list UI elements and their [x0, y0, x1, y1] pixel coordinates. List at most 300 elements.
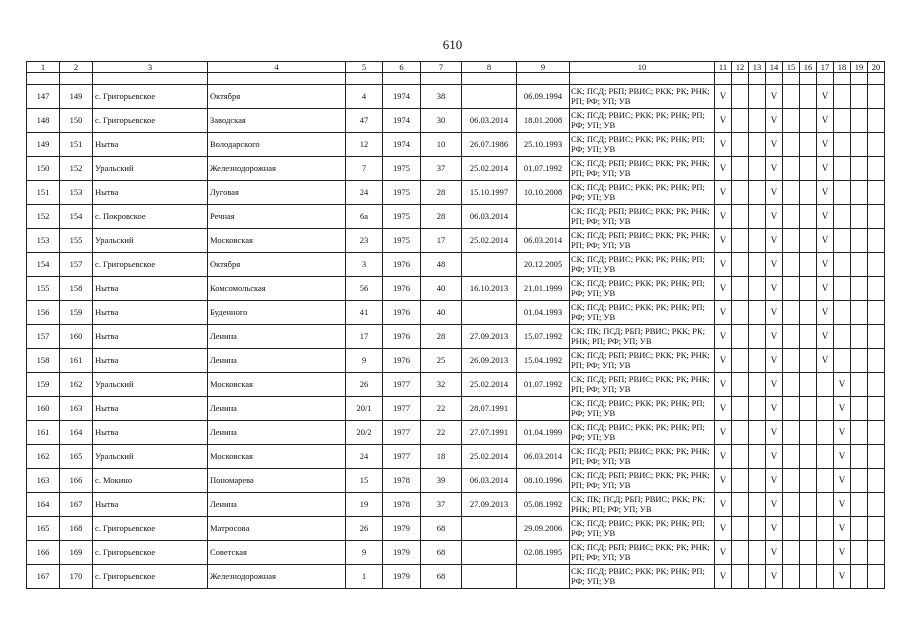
house-number-cell: 56	[346, 277, 383, 301]
house-number-cell: 6а	[346, 205, 383, 229]
column-header: 5	[346, 62, 383, 73]
works-codes-cell: СК; ПСД; РВИС; РКК; РК; РНК; РП; РФ; УП; УВ	[570, 109, 715, 133]
column-header: 7	[421, 62, 462, 73]
date-a-cell: 15.10.1997	[462, 181, 517, 205]
record-number-cell: 152	[27, 205, 60, 229]
mark-cell-20	[868, 277, 885, 301]
mark-cell-11: V	[715, 205, 732, 229]
mark-cell-14: V	[766, 373, 783, 397]
mark-cell-16	[800, 277, 817, 301]
spacer-cell	[60, 73, 93, 85]
mark-cell-14: V	[766, 229, 783, 253]
mark-cell-12	[732, 565, 749, 589]
mark-cell-15	[783, 85, 800, 109]
apartments-cell: 25	[421, 349, 462, 373]
mark-cell-17: V	[817, 181, 834, 205]
works-codes-cell: СК; ПСД; РВИС; РКК; РК; РНК; РП; РФ; УП; УВ	[570, 421, 715, 445]
mark-cell-19	[851, 325, 868, 349]
build-year-cell: 1979	[383, 517, 421, 541]
mark-cell-20	[868, 373, 885, 397]
record-number-cell: 149	[27, 133, 60, 157]
mark-cell-15	[783, 325, 800, 349]
mark-cell-19	[851, 133, 868, 157]
settlement-cell: с. Григорьевское	[93, 541, 208, 565]
mark-cell-12	[732, 277, 749, 301]
street-cell: Заводская	[208, 109, 346, 133]
house-number-cell: 9	[346, 541, 383, 565]
mark-cell-12	[732, 301, 749, 325]
apartments-cell: 48	[421, 253, 462, 277]
mark-cell-13	[749, 253, 766, 277]
mark-cell-16	[800, 517, 817, 541]
record-number-cell: 157	[27, 325, 60, 349]
build-year-cell: 1976	[383, 253, 421, 277]
mark-cell-16	[800, 157, 817, 181]
mark-cell-12	[732, 325, 749, 349]
object-number-cell: 155	[60, 229, 93, 253]
mark-cell-11: V	[715, 253, 732, 277]
works-codes-cell: СК; ПСД; РВИС; РКК; РК; РНК; РП; РФ; УП; УВ	[570, 253, 715, 277]
object-number-cell: 157	[60, 253, 93, 277]
date-b-cell: 08.10.1996	[517, 469, 570, 493]
mark-cell-13	[749, 109, 766, 133]
date-a-cell	[462, 565, 517, 589]
mark-cell-11: V	[715, 373, 732, 397]
street-cell: Октября	[208, 85, 346, 109]
column-header: 12	[732, 62, 749, 73]
date-b-cell: 18.01.2008	[517, 109, 570, 133]
mark-cell-12	[732, 253, 749, 277]
spacer-cell	[766, 73, 783, 85]
record-number-cell: 148	[27, 109, 60, 133]
apartments-cell: 30	[421, 109, 462, 133]
mark-cell-15	[783, 253, 800, 277]
build-year-cell: 1979	[383, 541, 421, 565]
mark-cell-17: V	[817, 157, 834, 181]
house-number-cell: 7	[346, 157, 383, 181]
mark-cell-11: V	[715, 517, 732, 541]
settlement-cell: с. Мокино	[93, 469, 208, 493]
build-year-cell: 1978	[383, 469, 421, 493]
street-cell: Буденного	[208, 301, 346, 325]
spacer-cell	[783, 73, 800, 85]
mark-cell-15	[783, 109, 800, 133]
date-b-cell: 02.08.1995	[517, 541, 570, 565]
works-codes-cell: СК; ПСД; РБП; РВИС; РКК; РК; РНК; РП; РФ; УП; УВ	[570, 541, 715, 565]
mark-cell-14: V	[766, 133, 783, 157]
build-year-cell: 1976	[383, 325, 421, 349]
mark-cell-13	[749, 493, 766, 517]
table-row	[27, 469, 885, 493]
house-number-cell: 26	[346, 517, 383, 541]
date-b-cell: 10.10.2008	[517, 181, 570, 205]
mark-cell-18	[834, 181, 851, 205]
mark-cell-15	[783, 301, 800, 325]
mark-cell-19	[851, 517, 868, 541]
spacer-cell	[462, 73, 517, 85]
mark-cell-16	[800, 229, 817, 253]
house-number-cell: 1	[346, 565, 383, 589]
mark-cell-17: V	[817, 349, 834, 373]
record-number-cell: 166	[27, 541, 60, 565]
house-number-cell: 15	[346, 469, 383, 493]
mark-cell-16	[800, 541, 817, 565]
works-codes-cell: СК; ПСД; РВИС; РКК; РК; РНК; РП; РФ; УП; УВ	[570, 301, 715, 325]
mark-cell-19	[851, 373, 868, 397]
mark-cell-19	[851, 109, 868, 133]
object-number-cell: 158	[60, 277, 93, 301]
mark-cell-19	[851, 469, 868, 493]
house-number-cell: 20/1	[346, 397, 383, 421]
mark-cell-16	[800, 493, 817, 517]
apartments-cell: 22	[421, 397, 462, 421]
mark-cell-16	[800, 85, 817, 109]
build-year-cell: 1976	[383, 277, 421, 301]
mark-cell-18	[834, 301, 851, 325]
object-number-cell: 164	[60, 421, 93, 445]
mark-cell-16	[800, 181, 817, 205]
spacer-cell	[208, 73, 346, 85]
mark-cell-12	[732, 421, 749, 445]
date-a-cell: 25.02.2014	[462, 445, 517, 469]
object-number-cell: 161	[60, 349, 93, 373]
record-number-cell: 158	[27, 349, 60, 373]
mark-cell-13	[749, 325, 766, 349]
mark-cell-14: V	[766, 325, 783, 349]
build-year-cell: 1974	[383, 133, 421, 157]
works-codes-cell: СК; ПСД; РВИС; РКК; РК; РНК; РП; РФ; УП; УВ	[570, 277, 715, 301]
mark-cell-16	[800, 133, 817, 157]
mark-cell-20	[868, 565, 885, 589]
mark-cell-13	[749, 85, 766, 109]
date-b-cell: 15.07.1992	[517, 325, 570, 349]
spacer-row	[27, 73, 885, 85]
header-row	[27, 62, 885, 73]
house-number-cell: 47	[346, 109, 383, 133]
apartments-cell: 28	[421, 325, 462, 349]
mark-cell-12	[732, 85, 749, 109]
date-b-cell: 05.08.1992	[517, 493, 570, 517]
date-b-cell: 15.04.1992	[517, 349, 570, 373]
date-a-cell: 25.02.2014	[462, 229, 517, 253]
house-number-cell: 26	[346, 373, 383, 397]
mark-cell-14: V	[766, 109, 783, 133]
house-number-cell: 24	[346, 181, 383, 205]
column-header: 4	[208, 62, 346, 73]
mark-cell-16	[800, 109, 817, 133]
date-b-cell: 21.01.1999	[517, 277, 570, 301]
apartments-cell: 68	[421, 541, 462, 565]
date-a-cell: 26.07.1986	[462, 133, 517, 157]
object-number-cell: 165	[60, 445, 93, 469]
mark-cell-11: V	[715, 421, 732, 445]
build-year-cell: 1977	[383, 397, 421, 421]
mark-cell-14: V	[766, 85, 783, 109]
date-b-cell: 20.12.2005	[517, 253, 570, 277]
works-codes-cell: СК; ПСД; РВИС; РКК; РК; РНК; РП; РФ; УП; УВ	[570, 133, 715, 157]
mark-cell-12	[732, 133, 749, 157]
mark-cell-20	[868, 181, 885, 205]
object-number-cell: 170	[60, 565, 93, 589]
mark-cell-14: V	[766, 205, 783, 229]
street-cell: Пономарева	[208, 469, 346, 493]
object-number-cell: 152	[60, 157, 93, 181]
mark-cell-15	[783, 445, 800, 469]
settlement-cell: с. Покровское	[93, 205, 208, 229]
mark-cell-13	[749, 349, 766, 373]
house-number-cell: 20/2	[346, 421, 383, 445]
mark-cell-13	[749, 229, 766, 253]
table-row	[27, 181, 885, 205]
settlement-cell: с. Григорьевское	[93, 565, 208, 589]
apartments-cell: 10	[421, 133, 462, 157]
object-number-cell: 169	[60, 541, 93, 565]
mark-cell-13	[749, 277, 766, 301]
date-a-cell	[462, 517, 517, 541]
date-a-cell	[462, 85, 517, 109]
mark-cell-11: V	[715, 349, 732, 373]
apartments-cell: 40	[421, 277, 462, 301]
object-number-cell: 160	[60, 325, 93, 349]
mark-cell-15	[783, 517, 800, 541]
mark-cell-16	[800, 205, 817, 229]
mark-cell-13	[749, 181, 766, 205]
date-a-cell: 16.10.2013	[462, 277, 517, 301]
mark-cell-18: V	[834, 517, 851, 541]
mark-cell-11: V	[715, 397, 732, 421]
spacer-cell	[383, 73, 421, 85]
works-codes-cell: СК; ПСД; РБП; РВИС; РКК; РК; РНК; РП; РФ; УП; УВ	[570, 205, 715, 229]
mark-cell-15	[783, 421, 800, 445]
date-a-cell: 27.09.2013	[462, 493, 517, 517]
date-b-cell: 29.09.2006	[517, 517, 570, 541]
street-cell: Железнодорожная	[208, 565, 346, 589]
works-codes-cell: СК; ПСД; РБП; РВИС; РКК; РК; РНК; РП; РФ; УП; УВ	[570, 373, 715, 397]
column-header: 15	[783, 62, 800, 73]
spacer-cell	[570, 73, 715, 85]
date-b-cell: 01.04.1999	[517, 421, 570, 445]
mark-cell-20	[868, 133, 885, 157]
mark-cell-20	[868, 109, 885, 133]
spacer-cell	[868, 73, 885, 85]
works-codes-cell: СК; ПСД; РБП; РВИС; РКК; РК; РНК; РП; РФ; УП; УВ	[570, 157, 715, 181]
mark-cell-16	[800, 325, 817, 349]
mark-cell-17: V	[817, 277, 834, 301]
mark-cell-19	[851, 301, 868, 325]
street-cell: Советская	[208, 541, 346, 565]
mark-cell-18	[834, 277, 851, 301]
house-number-cell: 4	[346, 85, 383, 109]
table-row	[27, 253, 885, 277]
object-number-cell: 149	[60, 85, 93, 109]
mark-cell-17	[817, 373, 834, 397]
mark-cell-14: V	[766, 493, 783, 517]
date-a-cell: 06.03.2014	[462, 205, 517, 229]
build-year-cell: 1979	[383, 565, 421, 589]
apartments-cell: 32	[421, 373, 462, 397]
mark-cell-14: V	[766, 349, 783, 373]
mark-cell-15	[783, 229, 800, 253]
mark-cell-16	[800, 253, 817, 277]
mark-cell-17: V	[817, 229, 834, 253]
mark-cell-20	[868, 469, 885, 493]
mark-cell-12	[732, 229, 749, 253]
record-number-cell: 154	[27, 253, 60, 277]
mark-cell-20	[868, 349, 885, 373]
apartments-cell: 28	[421, 205, 462, 229]
mark-cell-16	[800, 421, 817, 445]
column-header: 17	[817, 62, 834, 73]
mark-cell-13	[749, 205, 766, 229]
mark-cell-15	[783, 133, 800, 157]
settlement-cell: Нытва	[93, 325, 208, 349]
mark-cell-12	[732, 157, 749, 181]
mark-cell-18	[834, 325, 851, 349]
date-a-cell	[462, 301, 517, 325]
mark-cell-12	[732, 541, 749, 565]
object-number-cell: 166	[60, 469, 93, 493]
column-header: 16	[800, 62, 817, 73]
table-row	[27, 157, 885, 181]
column-header: 20	[868, 62, 885, 73]
street-cell: Октября	[208, 253, 346, 277]
settlement-cell: Нытва	[93, 277, 208, 301]
object-number-cell: 154	[60, 205, 93, 229]
mark-cell-14: V	[766, 397, 783, 421]
settlement-cell: Уральский	[93, 373, 208, 397]
record-number-cell: 155	[27, 277, 60, 301]
build-year-cell: 1974	[383, 109, 421, 133]
date-a-cell: 27.07.1991	[462, 421, 517, 445]
table-row	[27, 373, 885, 397]
record-number-cell: 161	[27, 421, 60, 445]
date-b-cell: 06.09.1994	[517, 85, 570, 109]
mark-cell-14: V	[766, 517, 783, 541]
object-number-cell: 151	[60, 133, 93, 157]
mark-cell-18	[834, 133, 851, 157]
mark-cell-18	[834, 349, 851, 373]
column-header: 19	[851, 62, 868, 73]
mark-cell-14: V	[766, 157, 783, 181]
street-cell: Московская	[208, 373, 346, 397]
mark-cell-12	[732, 397, 749, 421]
works-codes-cell: СК; ПСД; РБП; РВИС; РКК; РК; РНК; РП; РФ; УП; УВ	[570, 469, 715, 493]
mark-cell-12	[732, 373, 749, 397]
mark-cell-13	[749, 541, 766, 565]
mark-cell-19	[851, 181, 868, 205]
column-header: 10	[570, 62, 715, 73]
mark-cell-13	[749, 397, 766, 421]
mark-cell-11: V	[715, 229, 732, 253]
mark-cell-19	[851, 493, 868, 517]
settlement-cell: Нытва	[93, 181, 208, 205]
spacer-cell	[27, 73, 60, 85]
mark-cell-12	[732, 493, 749, 517]
mark-cell-18	[834, 157, 851, 181]
table-row	[27, 349, 885, 373]
settlement-cell: с. Григорьевское	[93, 517, 208, 541]
mark-cell-11: V	[715, 277, 732, 301]
mark-cell-14: V	[766, 181, 783, 205]
date-a-cell: 26.09.2013	[462, 349, 517, 373]
mark-cell-18: V	[834, 469, 851, 493]
street-cell: Комсомольская	[208, 277, 346, 301]
spacer-cell	[749, 73, 766, 85]
apartments-cell: 38	[421, 85, 462, 109]
column-header: 11	[715, 62, 732, 73]
table-row	[27, 133, 885, 157]
date-a-cell: 25.02.2014	[462, 373, 517, 397]
settlement-cell: Нытва	[93, 397, 208, 421]
street-cell: Ленина	[208, 349, 346, 373]
mark-cell-16	[800, 373, 817, 397]
register-table	[26, 61, 885, 589]
mark-cell-18: V	[834, 397, 851, 421]
mark-cell-16	[800, 397, 817, 421]
mark-cell-19	[851, 421, 868, 445]
works-codes-cell: СК; ПСД; РВИС; РКК; РК; РНК; РП; РФ; УП; УВ	[570, 397, 715, 421]
mark-cell-12	[732, 469, 749, 493]
mark-cell-11: V	[715, 469, 732, 493]
mark-cell-15	[783, 277, 800, 301]
date-a-cell: 27.09.2013	[462, 325, 517, 349]
column-header: 18	[834, 62, 851, 73]
mark-cell-16	[800, 469, 817, 493]
date-a-cell: 06.03.2014	[462, 469, 517, 493]
record-number-cell: 165	[27, 517, 60, 541]
column-header: 6	[383, 62, 421, 73]
mark-cell-11: V	[715, 85, 732, 109]
mark-cell-11: V	[715, 445, 732, 469]
date-b-cell: 01.04.1993	[517, 301, 570, 325]
build-year-cell: 1975	[383, 205, 421, 229]
record-number-cell: 163	[27, 469, 60, 493]
apartments-cell: 68	[421, 565, 462, 589]
record-number-cell: 162	[27, 445, 60, 469]
house-number-cell: 3	[346, 253, 383, 277]
works-codes-cell: СК; ПСД; РВИС; РКК; РК; РНК; РП; РФ; УП; УВ	[570, 565, 715, 589]
date-b-cell: 06.03.2014	[517, 445, 570, 469]
mark-cell-14: V	[766, 445, 783, 469]
mark-cell-13	[749, 517, 766, 541]
table-row	[27, 325, 885, 349]
works-codes-cell: СК; ПСД; РВИС; РКК; РК; РНК; РП; РФ; УП; УВ	[570, 517, 715, 541]
date-a-cell: 06.03.2014	[462, 109, 517, 133]
mark-cell-17: V	[817, 253, 834, 277]
spacer-cell	[800, 73, 817, 85]
table-row	[27, 421, 885, 445]
house-number-cell: 23	[346, 229, 383, 253]
mark-cell-15	[783, 205, 800, 229]
mark-cell-18	[834, 229, 851, 253]
mark-cell-19	[851, 277, 868, 301]
record-number-cell: 147	[27, 85, 60, 109]
apartments-cell: 17	[421, 229, 462, 253]
spacer-cell	[715, 73, 732, 85]
mark-cell-11: V	[715, 493, 732, 517]
settlement-cell: Нытва	[93, 301, 208, 325]
mark-cell-16	[800, 445, 817, 469]
house-number-cell: 9	[346, 349, 383, 373]
mark-cell-14: V	[766, 253, 783, 277]
street-cell: Матросова	[208, 517, 346, 541]
mark-cell-12	[732, 445, 749, 469]
mark-cell-17	[817, 493, 834, 517]
record-number-cell: 150	[27, 157, 60, 181]
table-row	[27, 517, 885, 541]
mark-cell-17	[817, 565, 834, 589]
mark-cell-17: V	[817, 109, 834, 133]
